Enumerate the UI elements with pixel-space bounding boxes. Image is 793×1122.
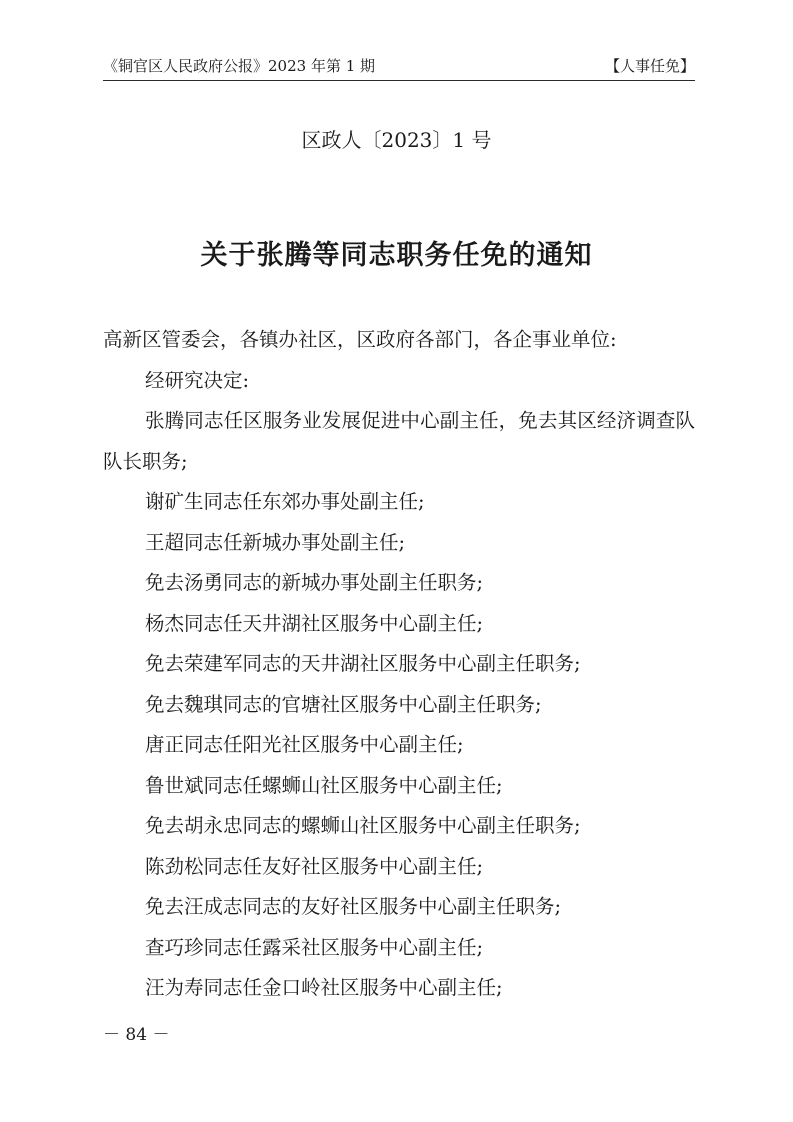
- appointment-item: 查巧珍同志任露采社区服务中心副主任;: [145, 935, 484, 959]
- appointment-item: 张腾同志任区服务业发展促进中心副主任，免去其区经济调查队队长职务;: [103, 409, 695, 473]
- appointment-item: 陈劲松同志任友好社区服务中心副主任;: [145, 854, 484, 878]
- appointment-item: 免去荣建军同志的天井湖社区服务中心副主任职务;: [145, 652, 581, 675]
- header-divider: [103, 80, 695, 81]
- addressee: 高新区管委会，各镇办社区，区政府各部门，各企事业单位:: [103, 328, 617, 351]
- section-label: 【人事任免】: [604, 57, 695, 75]
- appointment-item: 王超同志任新城办事处副主任;: [145, 530, 406, 554]
- appointment-item: 免去胡永忠同志的螺蛳山社区服务中心副主任职务;: [145, 814, 581, 837]
- appointment-item: 杨杰同志任天井湖社区服务中心副主任;: [145, 611, 484, 635]
- running-header: [103, 54, 695, 78]
- intro-line: 经研究决定:: [145, 368, 250, 392]
- appointment-item: 免去魏琪同志的官塘社区服务中心副主任职务;: [145, 692, 542, 716]
- appointment-item: 免去汪成志同志的友好社区服务中心副主任职务;: [145, 895, 562, 918]
- page-number: － 84 －: [103, 1025, 170, 1045]
- document-number: 区政人〔2023〕1 号: [301, 128, 492, 152]
- document-title: 关于张腾等同志职务任免的通知: [200, 240, 593, 271]
- appointment-item: 唐正同志任阳光社区服务中心副主任;: [145, 733, 464, 756]
- journal-title: 《铜官区人民政府公报》2023 年第 1 期: [103, 57, 376, 75]
- appointment-item: 谢矿生同志任东郊办事处副主任;: [145, 490, 425, 513]
- appointment-item: 鲁世斌同志任螺蛳山社区服务中心副主任;: [145, 773, 503, 797]
- appointment-item: 汪为寿同志任金口岭社区服务中心副主任;: [145, 976, 503, 999]
- appointment-item: 免去汤勇同志的新城办事处副主任职务;: [145, 571, 484, 594]
- document-body: [103, 320, 695, 1009]
